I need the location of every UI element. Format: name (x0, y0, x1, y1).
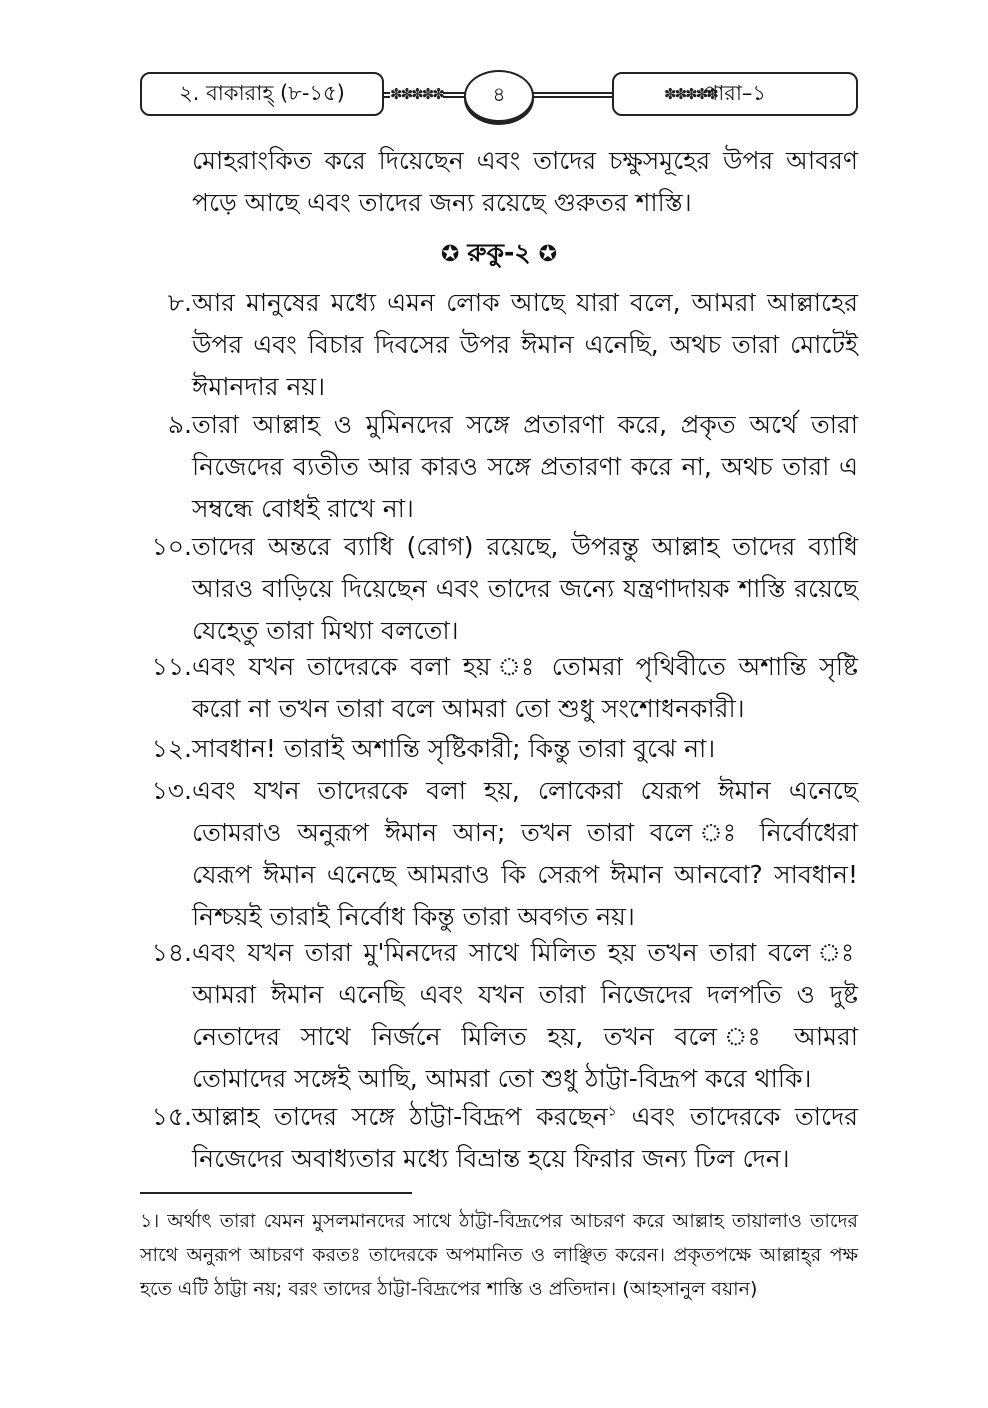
verse-number: ৮. (167, 288, 192, 317)
ruku-heading (140, 232, 858, 276)
verse-14 (140, 932, 858, 1100)
verse-text: এবং যখন তাদেরকে বলা হয় ঃ তোমরা পৃথিবীতে অশান্তি সৃষ্টি করো না তখন তারা বলে আমরা তো শুধু সংশোধনকারী। (192, 652, 858, 723)
para-label: পারা–১ (703, 80, 767, 105)
verse-8 (140, 282, 858, 408)
verse-text: এবং যখন তারা মু'মিনদের সাথে মিলিত হয় তখন তারা বলে ঃ আমরা ঈমান এনেছি এবং যখন তারা নিজেদের দলপতি ও দুষ্ট নেতাদের সাথে নির্জনে মিলিত হয়, তখন বলে ঃ আমরা তোমাদের সঙ্গেই আছি, আমরা তো শুধু ঠাট্টা-বিদ্রূপ করে থাকি। (192, 938, 858, 1093)
footnote-rule (140, 1192, 412, 1194)
chapter-label: ২. বাকারাহ্ (৮-১৫) (179, 80, 345, 105)
verse-10 (140, 526, 858, 652)
verse-number: ১২. (151, 734, 192, 763)
star-icon: ✪ (538, 242, 558, 267)
verse-12 (140, 728, 858, 770)
ornament-left-icon: ✽✽✽✽✽ (390, 82, 443, 106)
verse-text: আর মানুষের মধ্যে এমন লোক আছে যারা বলে, আমরা আল্লাহের উপর এবং বিচার দিবসের উপর ঈমান এনেছি, অথচ তারা মোটেই ঈমানদার নয়। (192, 288, 858, 401)
verse-number: ১৪. (151, 938, 192, 967)
verse-text-part: আল্লাহ তাদের সঙ্গে ঠাট্টা-বিদ্রূপ করছেন (192, 1102, 608, 1131)
ruku-label: রুকু-২ (467, 238, 531, 267)
verse-number: ১৩. (151, 776, 192, 805)
verse-number: ১০. (151, 532, 192, 561)
verse-text: সাবধান! তারাই অশান্তি সৃষ্টিকারী; কিন্তু তারা বুঝে না। (192, 734, 716, 763)
verse-number: ১১. (151, 652, 192, 681)
verse-text (192, 1096, 858, 1180)
verse-text: তারা আল্লাহ ও মুমিনদের সঙ্গে প্রতারণা করে, প্রকৃত অর্থে তারা নিজেদের ব্যতীত আর কারও সঙ্গে প্রতারণা করে না, অথচ তারা এ সম্বন্ধে বোধই রাখে না। (192, 410, 858, 523)
footnote-marker: ১ (607, 1103, 617, 1120)
page-number-badge (464, 70, 534, 122)
verse-15 (140, 1096, 858, 1180)
page-number: ৪ (492, 81, 506, 106)
verse-text: তাদের অন্তরে ব্যাধি (রোগ) রয়েছে, উপরন্তু আল্লাহ তাদের ব্যাধি আরও বাড়িয়ে দিয়েছেন এবং তাদের জন্যে যন্ত্রণাদায়ক শাস্তি রয়েছে যেহেতু তারা মিথ্যা বলতো। (192, 532, 858, 645)
page-header (140, 72, 858, 124)
verse-9 (140, 404, 858, 530)
verse-text-part: এবং তাদেরকে তাদের নিজেদের অবাধ্যতার মধ্যে বিভ্রান্ত হয়ে ফিরার জন্য ঢিল দেন। (192, 1102, 858, 1173)
ornament-right-icon: ✽✽✽✽✽ (664, 82, 717, 106)
star-icon: ✪ (440, 242, 460, 267)
verse-11 (140, 646, 858, 730)
para-label-box (612, 72, 858, 116)
verse-number: ১৫. (151, 1102, 192, 1131)
verse-13 (140, 770, 858, 938)
verse-text: এবং যখন তাদেরকে বলা হয়, লোকেরা যেরূপ ঈমান এনেছে তোমরাও অনুরূপ ঈমান আন; তখন তারা বলে ঃ নির্বোধেরা যেরূপ ঈমান এনেছে আমরাও কি সেরূপ ঈমান আনবো? সাবধান! নিশ্চয়ই তারাই নির্বোধ কিন্তু তারা অবগত নয়। (192, 776, 858, 931)
chapter-label-box (140, 72, 384, 116)
footnote: ১। অর্থাৎ তারা যেমন মুসলমানদের সাথে ঠাট্টা-বিদ্রূপের আচরণ করে আল্লাহ তায়ালাও তাদের সাথে অনুরূপ আচরণ করতঃ তাদেরকে অপমানিত ও লাঞ্ছিত করেন। প্রকৃতপক্ষে আল্লাহ্‌র পক্ষ হতে এটি ঠাট্টা নয়; বরং তাদের ঠাট্টা-বিদ্রূপের শাস্তি ও প্রতিদান। (আহসানুল বয়ান) (140, 1210, 858, 1300)
intro-paragraph: মোহরাংকিত করে দিয়েছেন এবং তাদের চক্ষুসমূহের উপর আবরণ পড়ে আছে এবং তাদের জন্য রয়েছে গুরুতর শাস্তি। (192, 146, 858, 217)
verse-number: ৯. (167, 410, 192, 439)
